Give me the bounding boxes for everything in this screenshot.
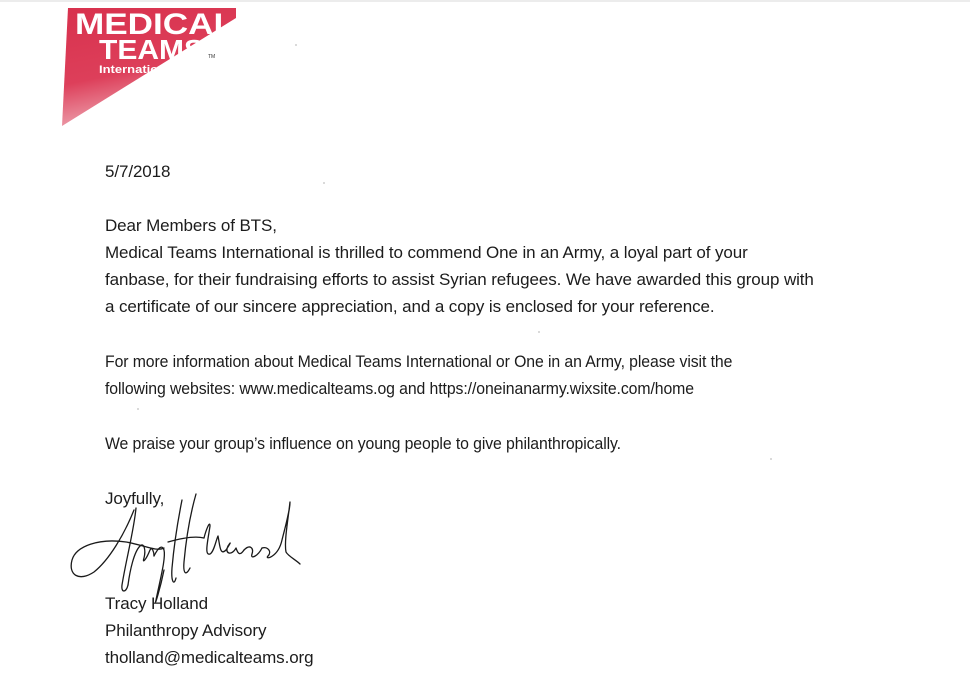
closing: Joyfully,	[105, 489, 165, 508]
paragraph1-line3: a certificate of our sincere appreciation, and a copy is enclosed for your reference.	[105, 297, 715, 316]
paragraph2-line2: following websites: www.medicalteams.og and https://oneinanarmy.wixsite.com/home	[105, 379, 694, 398]
scan-speck	[538, 331, 540, 333]
scan-speck	[137, 408, 139, 410]
scan-top-edge	[0, 0, 970, 2]
logo-triangle-icon	[58, 4, 243, 129]
medical-teams-logo	[58, 4, 243, 129]
signer-name: Tracy Holland	[105, 594, 208, 613]
logo-trademark-text: TM	[208, 54, 216, 60]
paragraph1-line1: Medical Teams International is thrilled to commend One in an Army, a loyal part of your	[105, 243, 748, 262]
paragraph2-line1: For more information about Medical Teams International or One in an Army, please visit the	[105, 352, 733, 371]
logo-teams-text: TEAMS	[99, 34, 204, 65]
scan-speck	[323, 182, 325, 184]
paragraph1-line2: fanbase, for their fundraising efforts to assist Syrian refugees. We have awarded this group with	[105, 270, 814, 289]
scan-speck	[295, 44, 297, 46]
handwritten-signature	[64, 490, 304, 605]
paragraph3: We praise your group’s influence on young people to give philanthropically.	[105, 434, 621, 453]
signer-title: Philanthropy Advisory	[105, 621, 267, 640]
logo-international-text: International	[99, 64, 177, 76]
logo-medical-text: MEDICAL	[75, 8, 235, 41]
scan-speck	[770, 458, 772, 460]
salutation: Dear Members of BTS,	[105, 216, 277, 235]
signature-icon	[64, 490, 304, 605]
signer-email: tholland@medicalteams.org	[105, 648, 314, 667]
letter-date: 5/7/2018	[105, 162, 171, 181]
